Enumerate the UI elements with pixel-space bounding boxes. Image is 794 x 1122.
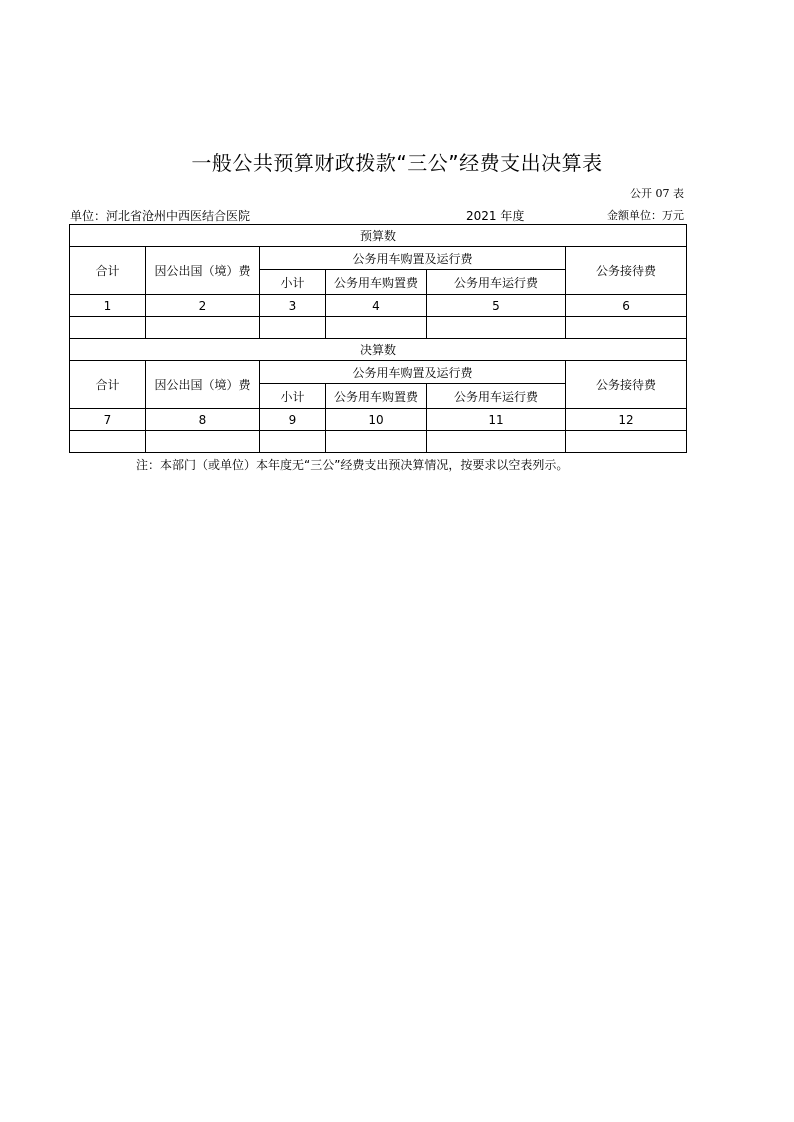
column-number: 1 [70, 295, 146, 317]
column-number: 3 [260, 295, 326, 317]
unit-label: 单位：河北省沧州中西医结合医院 [70, 209, 251, 223]
header-purchase: 公务用车购置费 [326, 270, 427, 295]
column-number: 12 [566, 409, 687, 431]
table-row [70, 431, 687, 453]
header-purchase: 公务用车购置费 [326, 384, 427, 409]
money-unit-label: 金额单位：万元 [607, 209, 684, 222]
form-code: 公开 07 表 [630, 187, 684, 200]
table-row [70, 317, 687, 339]
header-operation: 公务用车运行费 [427, 270, 566, 295]
footnote: 注：本部门（或单位）本年度无“三公”经费支出预决算情况，按要求以空表列示。 [136, 458, 569, 472]
value-cell [427, 317, 566, 339]
section-band-budget: 预算数 [70, 225, 687, 247]
value-cell [326, 431, 427, 453]
header-subtotal: 小计 [260, 384, 326, 409]
header-vehicle-group: 公务用车购置及运行费 [260, 247, 566, 270]
value-cell [70, 431, 146, 453]
section-band-row [70, 225, 687, 247]
year-label: 2021 年度 [466, 209, 525, 223]
header-total: 合计 [70, 361, 146, 409]
header-reception: 公务接待费 [566, 247, 687, 295]
header-total: 合计 [70, 247, 146, 295]
column-number: 11 [427, 409, 566, 431]
header-vehicle-group: 公务用车购置及运行费 [260, 361, 566, 384]
column-number: 8 [146, 409, 260, 431]
header-abroad: 因公出国（境）费 [146, 361, 260, 409]
section-band-row [70, 339, 687, 361]
expenditure-table [69, 224, 687, 453]
column-number-row [70, 409, 687, 431]
value-cell [260, 317, 326, 339]
column-number: 4 [326, 295, 427, 317]
header-reception: 公务接待费 [566, 361, 687, 409]
header-subtotal: 小计 [260, 270, 326, 295]
column-number: 7 [70, 409, 146, 431]
column-number: 2 [146, 295, 260, 317]
column-number-row [70, 295, 687, 317]
column-number: 9 [260, 409, 326, 431]
column-number: 5 [427, 295, 566, 317]
value-cell [326, 317, 427, 339]
header-operation: 公务用车运行费 [427, 384, 566, 409]
section-band-final: 决算数 [70, 339, 687, 361]
value-cell [70, 317, 146, 339]
page-title: 一般公共预算财政拨款“三公”经费支出决算表 [191, 151, 603, 175]
value-cell [427, 431, 566, 453]
value-cell [566, 317, 687, 339]
value-cell [146, 431, 260, 453]
column-number: 6 [566, 295, 687, 317]
header-row [70, 247, 687, 270]
value-cell [260, 431, 326, 453]
value-cell [566, 431, 687, 453]
header-abroad: 因公出国（境）费 [146, 247, 260, 295]
header-row [70, 361, 687, 384]
column-number: 10 [326, 409, 427, 431]
value-cell [146, 317, 260, 339]
